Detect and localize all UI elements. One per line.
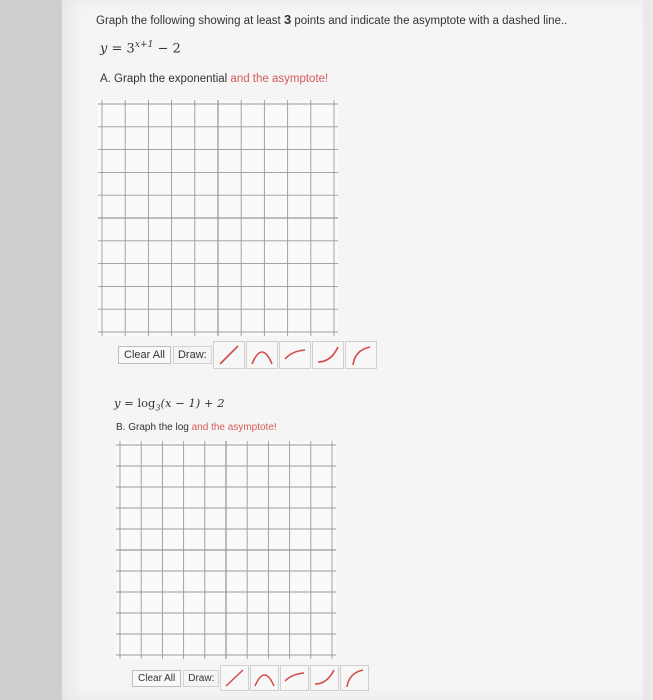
equation-a-exponent: x+1 xyxy=(134,40,154,50)
root-curve-tool-icon[interactable] xyxy=(345,341,377,369)
instructions-count: 3 xyxy=(283,12,292,27)
toolbar-b xyxy=(132,665,369,691)
instructions-text-after: points and indicate the asymptote with a dashed line.. xyxy=(291,15,568,27)
graph-grid-b[interactable] xyxy=(116,441,336,659)
equation-a-equals: = xyxy=(111,41,123,57)
instructions-text-before: Graph the following showing at least xyxy=(96,15,284,27)
parabola-tool-icon[interactable] xyxy=(250,665,279,691)
clear-all-button-a[interactable]: Clear All xyxy=(118,346,171,364)
equation-b-y: y xyxy=(114,396,121,410)
equation-a-minus: − 2 xyxy=(157,41,181,57)
part-a-label-red: and the asymptote! xyxy=(230,73,329,85)
graph-grid-a[interactable] xyxy=(98,100,338,336)
line-tool-icon[interactable] xyxy=(220,665,249,691)
parabola-tool-icon[interactable] xyxy=(246,341,278,369)
toolbar-a xyxy=(118,341,377,369)
root-curve-tool-icon[interactable] xyxy=(340,665,369,691)
draw-label-b: Draw: xyxy=(183,670,219,687)
background-right xyxy=(643,0,653,700)
line-tool-icon[interactable] xyxy=(213,341,245,369)
draw-label-a: Draw: xyxy=(173,346,212,364)
part-b-label xyxy=(116,422,277,433)
log-curve-tool-icon[interactable] xyxy=(280,665,309,691)
equation-a-base: 3 xyxy=(126,41,135,57)
part-a-label-prefix: A. Graph the exponential xyxy=(100,73,231,85)
part-a-label xyxy=(100,73,328,85)
log-curve-tool-icon[interactable] xyxy=(279,341,311,369)
equation-a xyxy=(100,40,181,56)
graph-grid-b-canvas[interactable] xyxy=(116,441,336,659)
clear-all-button-b[interactable]: Clear All xyxy=(132,670,181,687)
graph-grid-a-canvas[interactable] xyxy=(98,100,338,336)
exponential-tool-icon[interactable] xyxy=(312,341,344,369)
part-b-label-red: and the asymptote! xyxy=(191,422,277,433)
equation-a-y: y xyxy=(100,41,108,57)
equation-b-equals: = xyxy=(124,396,134,410)
instructions xyxy=(96,12,636,27)
equation-b-log: log xyxy=(137,396,156,410)
background-left xyxy=(0,0,62,700)
exponential-tool-icon[interactable] xyxy=(310,665,339,691)
part-b-label-prefix: B. Graph the log xyxy=(116,422,192,433)
equation-b-base: 3 xyxy=(155,403,161,413)
equation-b xyxy=(114,396,225,412)
equation-b-arg: (x − 1) + 2 xyxy=(160,396,225,410)
